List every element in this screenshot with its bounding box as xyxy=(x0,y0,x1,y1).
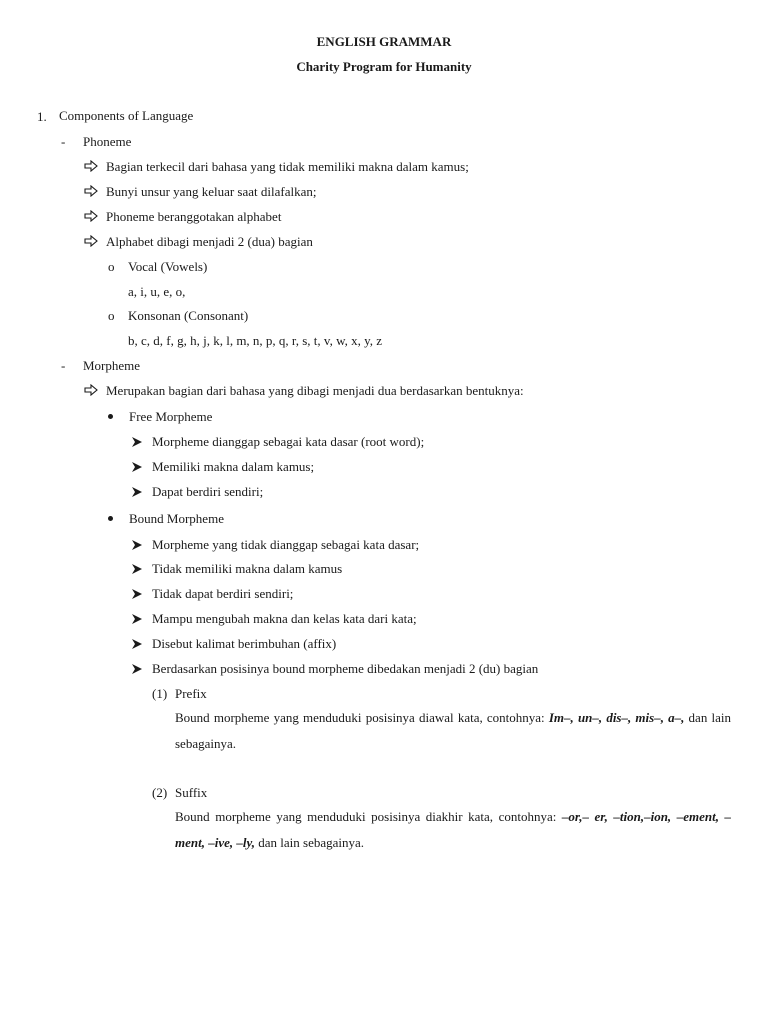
suffix-number: (2) xyxy=(152,785,168,800)
konsonan-list: b, c, d, f, g, h, j, k, l, m, n, p, q, r, s, t, v, w, x, y, z xyxy=(128,333,383,348)
bound-morpheme-point: Tidak dapat berdiri sendiri; xyxy=(152,586,294,601)
solid-arrowhead-icon xyxy=(131,461,143,473)
circle-marker: o xyxy=(108,259,115,274)
outline-arrow-icon xyxy=(84,185,98,197)
solid-arrowhead-icon xyxy=(131,563,143,575)
bound-morpheme-label: Bound Morpheme xyxy=(129,511,224,526)
bullet-dot-icon xyxy=(108,516,113,521)
outline-arrow-icon xyxy=(84,235,98,247)
phoneme-point: Bagian terkecil dari bahasa yang tidak memiliki makna dalam kamus; xyxy=(106,159,469,174)
suffix-examples: –or,– er, –tion,–ion, –ement, –ment, –ive, –ly, xyxy=(175,809,731,850)
bound-morpheme-point: Mampu mengubah makna dan kelas kata dari kata; xyxy=(152,611,417,626)
vocal-label: Vocal (Vowels) xyxy=(128,259,208,274)
solid-arrowhead-icon xyxy=(131,486,143,498)
dash-marker: - xyxy=(61,134,66,149)
phoneme-point: Bunyi unsur yang keluar saat dilafalkan; xyxy=(106,184,317,199)
bullet-dot-icon xyxy=(108,414,113,419)
bound-morpheme-point: Disebut kalimat berimbuhan (affix) xyxy=(152,636,337,651)
morpheme-label: Morpheme xyxy=(83,358,141,373)
bound-morpheme-point: Morpheme yang tidak dianggap sebagai kata dasar; xyxy=(152,537,420,552)
prefix-text-before: Bound morpheme yang menduduki posisinya diawal kata, contohnya: xyxy=(175,710,549,725)
outline-arrow-icon xyxy=(84,384,98,396)
solid-arrowhead-icon xyxy=(131,436,143,448)
free-morpheme-point: Morpheme dianggap sebagai kata dasar (root word); xyxy=(152,434,425,449)
suffix-text-after: dan lain sebagainya. xyxy=(255,835,365,850)
circle-marker: o xyxy=(108,308,115,323)
konsonan-label: Konsonan (Consonant) xyxy=(128,308,249,323)
prefix-label: Prefix xyxy=(175,686,207,701)
solid-arrowhead-icon xyxy=(131,638,143,650)
prefix-paragraph xyxy=(175,705,731,757)
morpheme-intro: Merupakan bagian dari bahasa yang dibagi menjadi dua berdasarkan bentuknya: xyxy=(106,383,524,398)
outline-arrow-icon xyxy=(84,210,98,222)
free-morpheme-point: Memiliki makna dalam kamus; xyxy=(152,459,315,474)
bound-morpheme-point: Berdasarkan posisinya bound morpheme dibedakan menjadi 2 (du) bagian xyxy=(152,661,539,676)
phoneme-label: Phoneme xyxy=(83,134,132,149)
solid-arrowhead-icon xyxy=(131,613,143,625)
suffix-text-before: Bound morpheme yang menduduki posisinya diakhir kata, contohnya: xyxy=(175,809,562,824)
prefix-examples: Im–, un–, dis–, mis–, a–, xyxy=(548,710,685,725)
solid-arrowhead-icon xyxy=(131,663,143,675)
phoneme-point: Alphabet dibagi menjadi 2 (dua) bagian xyxy=(106,234,313,249)
page-subtitle: Charity Program for Humanity xyxy=(296,59,472,74)
solid-arrowhead-icon xyxy=(131,588,143,600)
prefix-text-after: dan lain sebagainya. xyxy=(175,710,731,751)
suffix-paragraph xyxy=(175,804,731,856)
section-heading: Components of Language xyxy=(59,108,194,123)
dash-marker: - xyxy=(61,358,66,373)
free-morpheme-point: Dapat berdiri sendiri; xyxy=(152,484,264,499)
outline-arrow-icon xyxy=(84,160,98,172)
solid-arrowhead-icon xyxy=(131,539,143,551)
page-title: ENGLISH GRAMMAR xyxy=(316,34,452,49)
bound-morpheme-point: Tidak memiliki makna dalam kamus xyxy=(152,561,343,576)
vocal-list: a, i, u, e, o, xyxy=(128,284,186,299)
prefix-number: (1) xyxy=(152,686,168,701)
free-morpheme-label: Free Morpheme xyxy=(129,409,213,424)
suffix-label: Suffix xyxy=(175,785,208,800)
phoneme-point: Phoneme beranggotakan alphabet xyxy=(106,209,282,224)
section-number: 1. xyxy=(37,109,47,124)
